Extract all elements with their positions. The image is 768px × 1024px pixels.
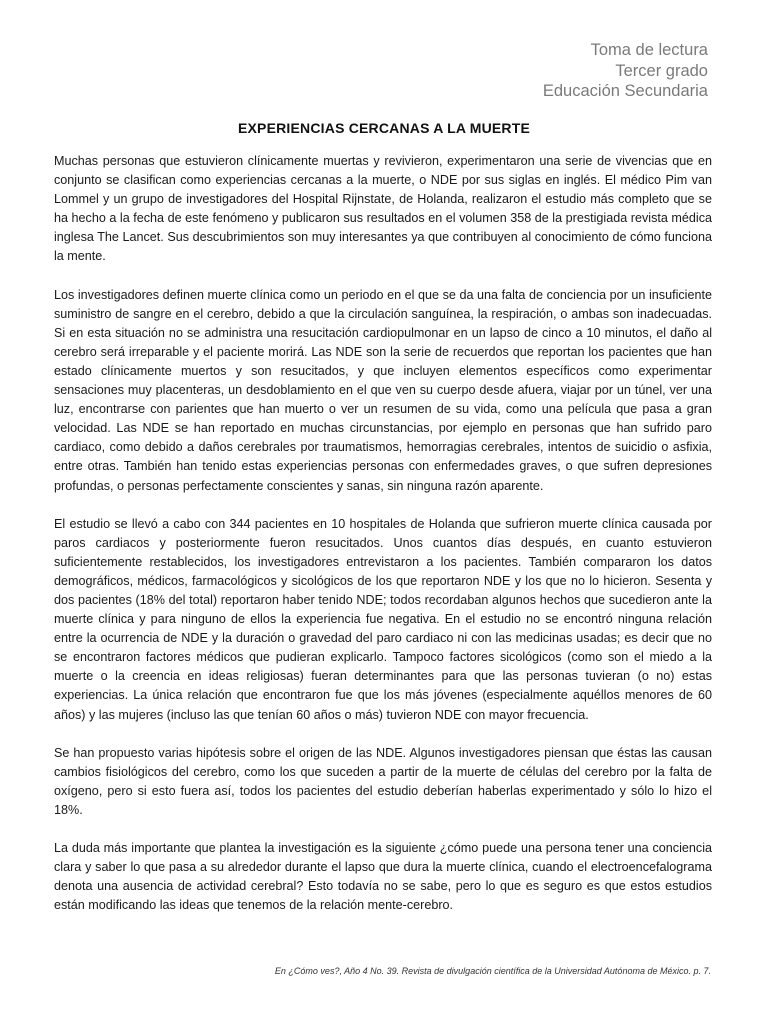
header-line-reading: Toma de lectura (590, 41, 708, 59)
document-title: EXPERIENCIAS CERCANAS A LA MUERTE (237, 120, 531, 136)
header-line-level: Educación Secundaria (542, 82, 708, 100)
document-body (54, 152, 712, 934)
header-line-grade: Tercer grado (615, 61, 708, 80)
paragraph: Muchas personas que estuvieron clínicamente muertas y revivieron, experimentaron una serie de vivencias que en conjunto se clasifican como experiencias cercanas a la muerte, o NDE por sus siglas en inglés. El médico Pim van Lommel y un grupo de investigadores del Hospital Rijnstate, de Holanda, realizaron el estudio más completo que se ha hecho a la fecha de este fenómeno y publicaron sus resultados en el volumen 358 de la prestigiada revista médica inglesa The Lancet. Sus descubrimientos son muy interesantes ya que contribuyen al conocimiento de cómo funciona la mente. (54, 154, 712, 264)
paragraph: La duda más importante que plantea la investigación es la siguiente ¿cómo puede una persona tener una conciencia clara y saber lo que pasa a su alrededor durante el lapso que dura la muerte clínica, cuando el electroencefalograma denota una ausencia de actividad cerebral? Esto todavía no se sabe, pero lo que es seguro es que estos estudios están modificando las ideas que tenemos de la relación mente-cerebro. (54, 841, 712, 913)
paragraph: Los investigadores definen muerte clínica como un periodo en el que se da una falta de conciencia por un insuficiente suministro de sangre en el cerebro, debido a que la circulación sanguínea, la respiración, o ambas son inadecuadas. Si en esta situación no se administra una resucitación cardiopulmonar en un lapso de cinco a 10 minutos, el daño al cerebro será irreparable y el paciente morirá. Las NDE son la serie de recuerdos que reportan los pacientes que han estado clínicamente muertos y son resucitados, y que incluyen elementos específicos como experimentar sensaciones muy placenteras, un desdoblamiento en el que ven su cuerpo desde afuera, viajar por un túnel, ver una luz, encontrarse con parientes que han muerto o ver un resumen de su vida, como una película que pasa a gran velocidad. Las NDE se han reportado en muchas circunstancias, por ejemplo en personas que han sufrido paro cardiaco, como debido a daños cerebrales por traumatismos, hemorragias cerebrales, intentos de suicidio o asfixia, entre otras. También han tenido estas experiencias personas con enfermedades graves, o que sufren depresiones profundas, o personas perfectamente conscientes y sanas, sin ninguna razón aparente. (54, 287, 712, 493)
paragraph: Se han propuesto varias hipótesis sobre el origen de las NDE. Algunos investigadores piensan que éstas las causan cambios fisiológicos del cerebro, como los que suceden a partir de la muerte de células del cerebro por la falta de oxígeno, pero si esto fuera así, todos los pacientes del estudio deberían haberlas experimentado y sólo lo hizo el 18%. (54, 745, 712, 817)
document-header (543, 40, 708, 102)
paragraph: El estudio se llevó a cabo con 344 pacientes en 10 hospitales de Holanda que sufrieron muerte clínica causada por paros cardiacos y posteriormente fueron resucitados. Unos cuantos días después, en cuanto estuvieron suficientemente restablecidos, los investigadores entrevistaron a los pacientes. También compararon los datos demográficos, médicos, farmacológicos y sicológicos de los que reportaron NDE y los que no lo hicieron. Sesenta y dos pacientes (18% del total) reportaron haber tenido NDE; todos recordaban algunos hechos que sucedieron ante la muerte clínica y para ninguno de ellos la experiencia fue negativa. En el estudio no se encontró ninguna relación entre la ocurrencia de NDE y la duración o gravedad del paro cardiaco ni con las medicinas usadas; es decir que no se encontraron factores médicos que pudieran explicarlo. Tampoco factores sicológicos (como son el miedo a la muerte o la creencia en ideas religiosas) fueran determinantes para que las personas tuvieran (o no) estas experiencias. La única relación que encontraron fue que los más jóvenes (especialmente aquéllos menores de 60 años) y las mujeres (incluso las que tenían 60 años o más) tuvieron NDE con mayor frecuencia. (54, 516, 712, 722)
source-citation: En ¿Cómo ves?, Año 4 No. 39. Revista de divulgación científica de la Universidad Autónoma de México. p. 7. (274, 966, 711, 976)
